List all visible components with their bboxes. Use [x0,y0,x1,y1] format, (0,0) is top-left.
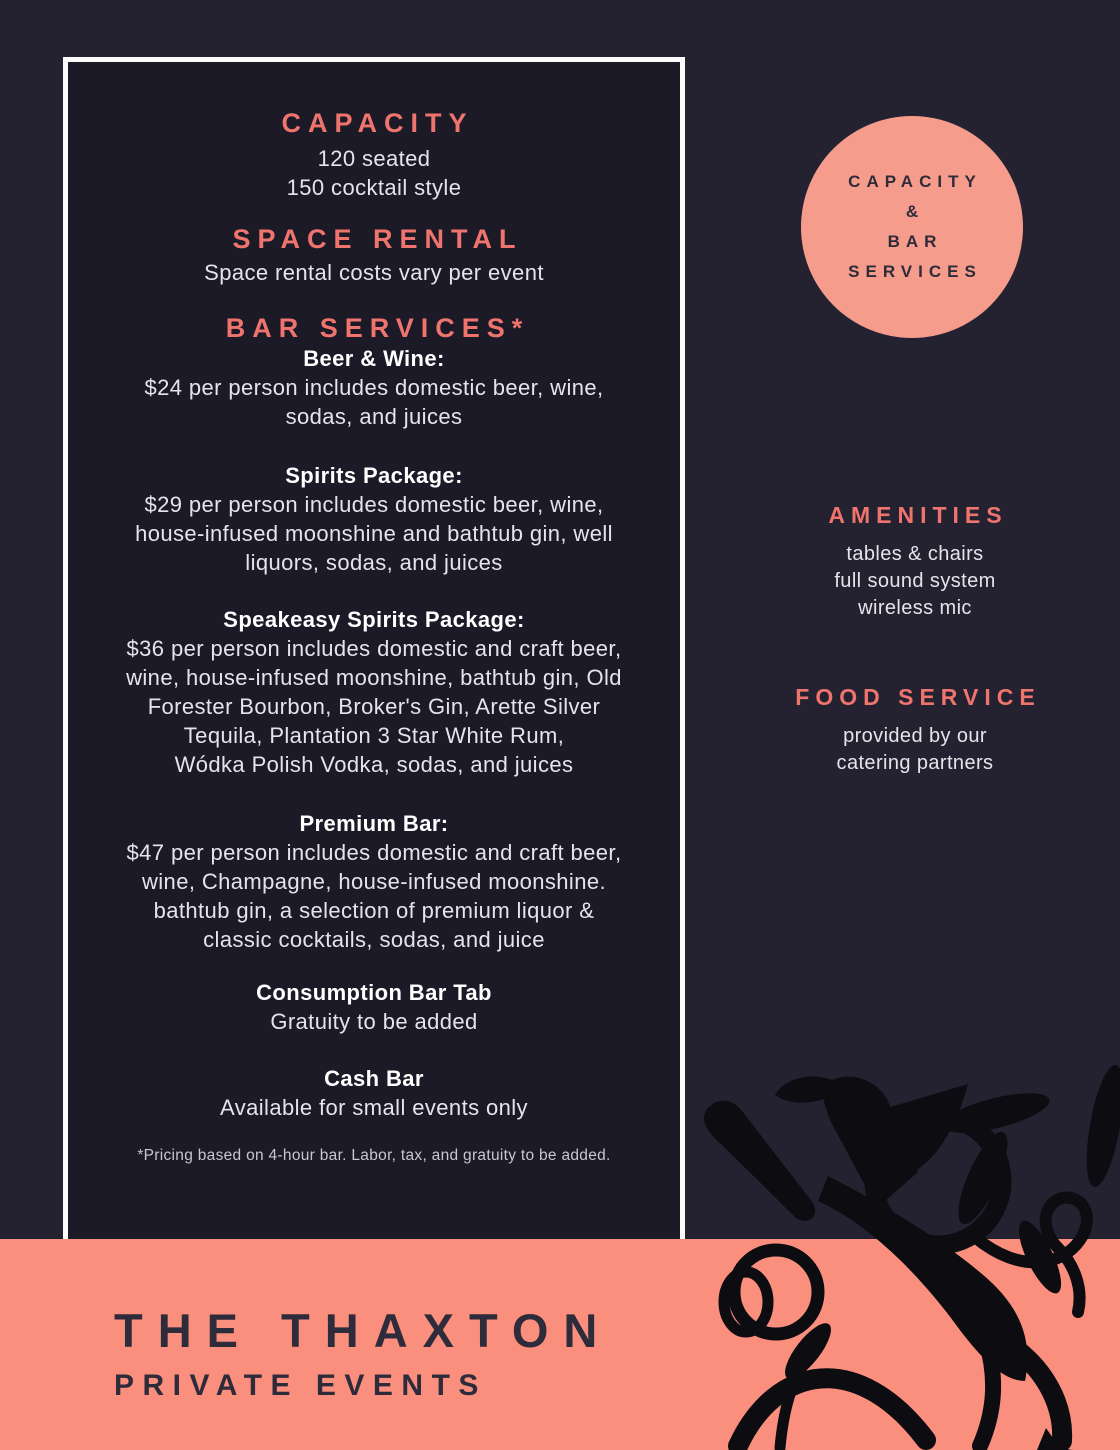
package-title: Spirits Package: [285,463,463,488]
package-line: wine, Champagne, house-infused moonshine. [141,869,607,894]
badge-line: BAR [887,232,943,251]
capacity-heading: CAPACITY [281,108,474,138]
package-line: classic cocktails, sodas, and juice [203,927,545,952]
package-line: Forester Bourbon, Broker's Gin, Arette Silver [147,694,601,719]
package-line: $29 per person includes domestic beer, wine, [144,492,604,517]
amenities-section [743,502,1087,622]
package-title: Speakeasy Spirits Package: [223,607,525,632]
package-line: Available for small events only [220,1095,528,1120]
amenity-item: wireless mic [858,597,972,619]
food-service-line: catering partners [836,752,994,774]
package-line: $36 per person includes domestic and craft beer, [126,636,622,661]
package-line: bathtub gin, a selection of premium liquor & [153,898,595,923]
package-title: Consumption Bar Tab [256,980,492,1005]
package-line: Wódka Polish Vodka, sodas, and juices [174,752,574,777]
food-service-section [743,684,1087,777]
package-line: house-infused moonshine and bathtub gin, well [135,521,613,546]
capacity-line: 150 cocktail style [286,175,462,200]
badge-line: CAPACITY [848,172,982,191]
amenity-item: full sound system [834,570,996,592]
package-title: Premium Bar: [299,811,449,836]
package-title: Cash Bar [324,1066,424,1091]
package-line: sodas, and juices [285,404,463,429]
amenity-item: tables & chairs [846,543,984,565]
food-service-heading: FOOD SERVICE [795,684,1041,710]
capacity-bar-services-badge [801,116,1023,338]
gazelle-foliage-illustration [680,1050,1120,1450]
badge-line: & [905,202,925,221]
menu-panel [63,57,685,1239]
package-line: $47 per person includes domestic and craft beer, [126,840,622,865]
bar-services-heading: BAR SERVICES* [225,313,530,343]
pricing-footnote: *Pricing based on 4-hour bar. Labor, tax, and gratuity to be added. [137,1147,611,1164]
footer-subtitle: PRIVATE EVENTS [114,1369,487,1402]
badge-line: SERVICES [848,262,982,281]
space-rental-heading: SPACE RENTAL [232,224,523,254]
food-service-line: provided by our [843,725,987,747]
package-line: Tequila, Plantation 3 Star White Rum, [183,723,565,748]
package-line: wine, house-infused moonshine, bathtub gin, Old [126,665,622,690]
amenities-heading: AMENITIES [828,502,1008,528]
space-rental-line: Space rental costs vary per event [204,260,544,285]
capacity-line: 120 seated [317,146,431,171]
venue-name: THE THAXTON [114,1304,613,1357]
package-line: $24 per person includes domestic beer, wine, [144,375,604,400]
package-line: Gratuity to be added [270,1009,478,1034]
package-title: Beer & Wine: [303,346,445,371]
package-line: liquors, sodas, and juices [245,550,503,575]
